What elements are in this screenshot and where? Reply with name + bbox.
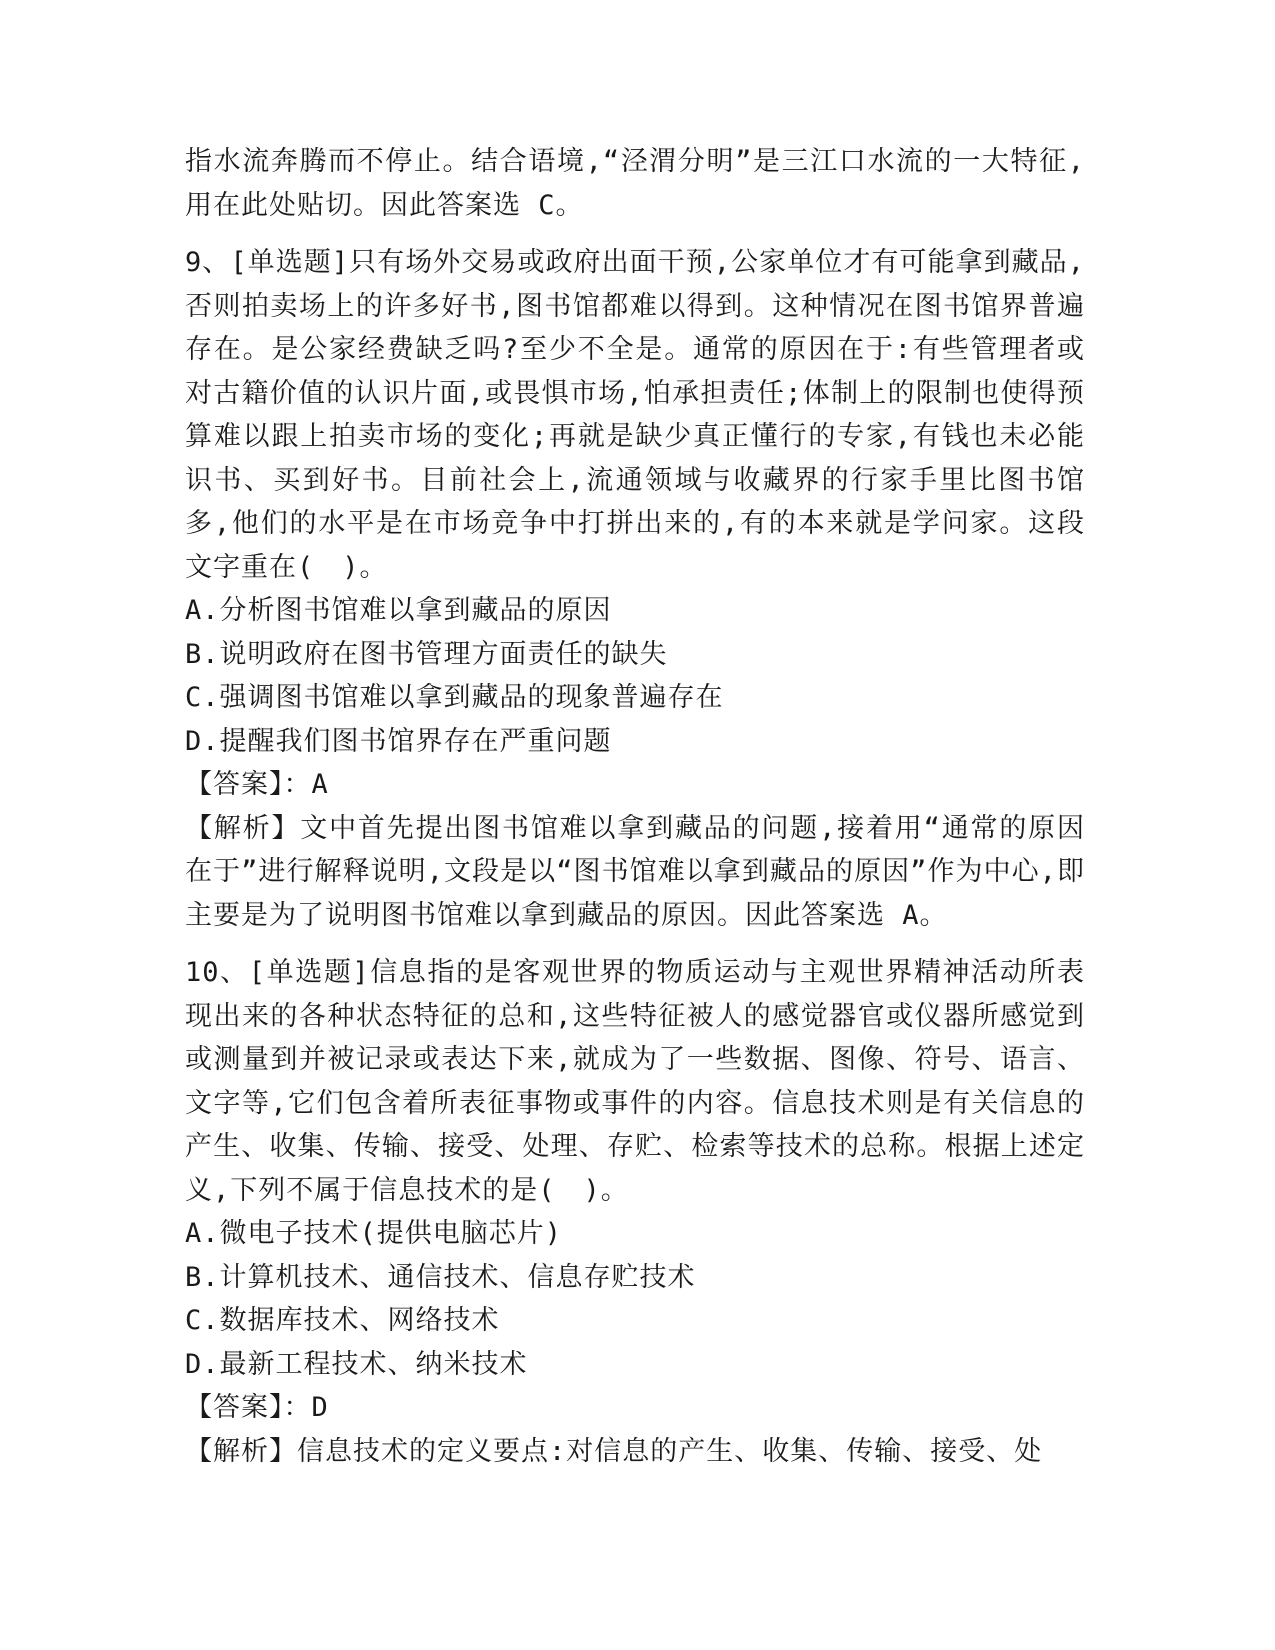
document-page bbox=[185, 140, 1085, 1473]
question-10-option-a: A.微电子技术(提供电脑芯片) bbox=[185, 1218, 563, 1249]
question-10-explanation: 【解析】信息技术的定义要点:对信息的产生、收集、传输、接受、处 bbox=[185, 1435, 1043, 1467]
question-9-answer: 【答案】：A bbox=[185, 769, 329, 800]
previous-explanation-tail: 指水流奔腾而不停止。结合语境,“泾渭分明”是三江口水流的一大特征,用在此处贴切。因此答案选 C。 bbox=[185, 146, 1085, 221]
question-9 bbox=[185, 241, 1085, 937]
question-9-explanation: 【解析】文中首先提出图书馆难以拿到藏品的问题,接着用“通常的原因在于”进行解释说明,文段是以“图书馆难以拿到藏品的原因”作为中心,即主要是为了说明图书馆难以拿到藏品的原因。因此答案选 A。 bbox=[185, 812, 1085, 931]
question-10-option-b: B.计算机技术、通信技术、信息存贮技术 bbox=[185, 1261, 696, 1293]
question-10-stem: 10、[单选题]信息指的是客观世界的物质运动与主观世界精神活动所表现出来的各种状态特征的总和,这些特征被人的感觉器官或仪器所感觉到或测量到并被记录或表达下来,就成为了一些数据、图像、符号、语言、文字等,它们包含着所表征事物或事件的内容。信息技术则是有关信息的产生、收集、传输、接受、处理、存贮、检索等技术的总称。根据上述定义,下列不属于信息技术的是( )。 bbox=[185, 957, 1085, 1206]
spacer bbox=[185, 227, 1085, 241]
question-9-option-a: A.分析图书馆难以拿到藏品的原因 bbox=[185, 595, 612, 626]
question-9-option-c: C.强调图书馆难以拿到藏品的现象普遍存在 bbox=[185, 682, 724, 713]
question-9-stem: 9、[单选题]只有场外交易或政府出面干预,公家单位才有可能拿到藏品,否则拍卖场上的许多好书,图书馆都难以得到。这种情况在图书馆界普遍存在。是公家经费缺乏吗?至少不全是。通常的原因在于:有些管理者或对古籍价值的认识片面,或畏惧市场,怕承担责任;体制上的限制也使得预算难以跟上拍卖市场的变化;再就是缺少真正懂行的专家,有钱也未必能识书、买到好书。目前社会上,流通领域与收藏界的行家手里比图书馆多,他们的水平是在市场竞争中打拼出来的,有的本来就是学问家。这段文字重在( )。 bbox=[185, 247, 1085, 583]
question-9-option-b: B.说明政府在图书管理方面责任的缺失 bbox=[185, 638, 668, 670]
question-10-answer: 【答案】：D bbox=[185, 1392, 329, 1423]
question-10 bbox=[185, 951, 1085, 1473]
question-10-option-c: C.数据库技术、网络技术 bbox=[185, 1305, 500, 1336]
spacer bbox=[185, 937, 1085, 951]
question-10-option-d: D.最新工程技术、纳米技术 bbox=[185, 1348, 528, 1380]
question-9-option-d: D.提醒我们图书馆界存在严重问题 bbox=[185, 725, 612, 757]
